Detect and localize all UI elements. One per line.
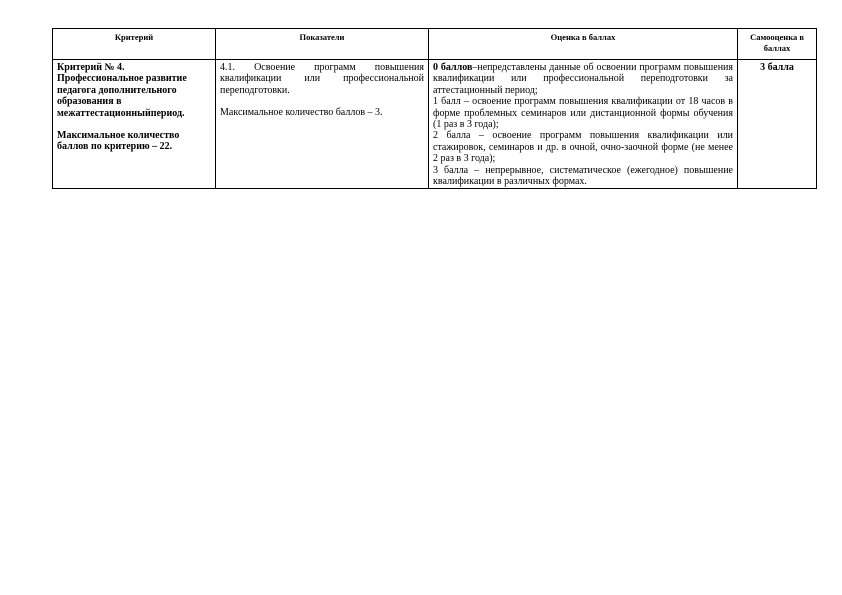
table-row — [53, 60, 817, 189]
table-header-row — [53, 29, 817, 60]
header-indicators: Показатели — [216, 29, 429, 60]
criterion-max: Максимальное количество баллов по критерию – 22. — [57, 130, 180, 153]
header-self-score: Самооценка в баллах — [738, 29, 817, 60]
score-line-3: 3 балла – непрерывное, систематическое (ежегодное) повышение квалификации в различных формах. — [433, 164, 733, 188]
indicator-max: Максимальное количество баллов – 3. — [220, 107, 383, 119]
criterion-cell — [53, 60, 216, 189]
score-line-0-lead: 0 баллов — [433, 62, 473, 73]
score-line-2: 2 балла – освоение программ повышения квалификации или стажировок, семинаров и др. в очной, очно-заочной форме (не менее 2 раз в 3 года); — [433, 130, 733, 165]
indicator-text: 4.1. Освоение программ повышения квалификации или профессиональной переподготовки. — [220, 62, 424, 96]
header-criterion: Критерий — [53, 29, 216, 60]
score-line-0-text: –непредставлены данные об освоении программ повышения квалификации или профессиональной переподготовки за аттестационный период; — [433, 62, 733, 96]
criteria-table — [52, 28, 817, 189]
indicator-cell — [216, 60, 429, 189]
self-score-cell: 3 балла — [738, 60, 817, 189]
scores-cell — [429, 60, 738, 189]
score-line-1: 1 балл – освоение программ повышения квалификации от 18 часов в форме проблемных семинаров или дистанционной формы обучения (1 раз в 3 года); — [433, 96, 733, 131]
criterion-title: Критерий № 4. Профессиональное развитие педагога дополнительного образования в межаттестационныйпериод. — [57, 62, 187, 119]
header-score: Оценка в баллах — [429, 29, 738, 60]
score-line-0 — [433, 62, 733, 96]
